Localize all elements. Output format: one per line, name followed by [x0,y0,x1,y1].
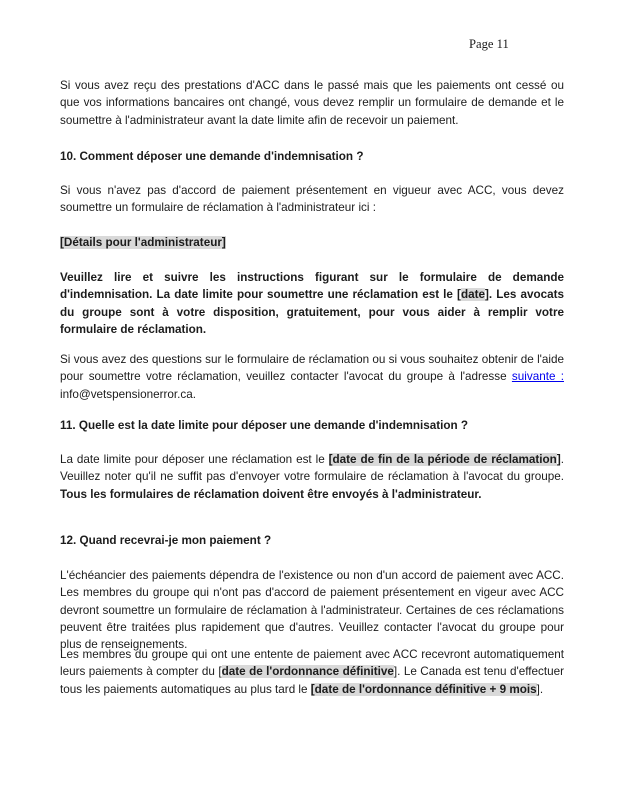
close-bracket: ] [556,453,561,466]
admin-details-placeholder-line [60,234,564,251]
payments-text-middle: . Le Canada est tenu d'effectuer tous les paiements automatiques au plus tard le [60,665,564,696]
final-order-plus-9-months-placeholder: [date de l'ordonnance définitive + 9 mois [310,682,537,696]
instructions-text-after: . Les avocats du groupe sont à votre disposition, gratuitement, pour vous aider à remplir votre formulaire de réclamation. [60,288,564,336]
final-order-date-placeholder: date de l'ordonnance définitive [221,665,394,679]
intro-paragraph: Si vous avez reçu des prestations d'ACC dans le passé mais que les paiements ont cessé ou que vos informations bancaires ont changé, vous devez remplir un formulaire de demande et le soumettre à l'administrateur avant la date limite afin de recevoir un paiement. [60,79,564,127]
contact-email-text: info@vetspensionerror.ca. [60,387,196,401]
deadline-text-middle: . Veuillez noter qu'il ne suffit pas d'envoyer votre formulaire de réclamation à l'avocat du groupe. [60,453,564,484]
close-bracket: ] [536,682,540,696]
close-bracket: ] [484,288,489,302]
date-placeholder: date [460,288,485,302]
question-10-heading: 10. Comment déposer une demande d'indemnisation ? [60,150,364,163]
deadline-paragraph [60,451,564,503]
automatic-payments-paragraph [60,646,564,698]
instructions-text-before: Veuillez lire et suivre les instructions figurant sur le formulaire de demande d'indemnisation. La date limite pour soumettre une réclamation est le [60,271,564,302]
claim-instructions-paragraph [60,269,564,338]
open-bracket: [ [218,665,222,679]
contact-text-before: Si vous avez des questions sur le formulaire de réclamation ou si vous souhaitez obtenir de l'aide pour soumettre votre réclamation, veuillez contacter l'avocat du groupe à l'adresse [60,353,564,384]
payments-text-before: Les membres du groupe qui ont une entente de paiement avec ACC recevront automatiquement leurs paiements à compter du [60,648,564,679]
claim-period-end-placeholder: [date de fin de la période de réclamation [328,453,557,466]
close-bracket: ] [393,665,398,679]
open-bracket: [ [457,288,461,302]
send-to-administrator-bold-text: Tous les formulaires de réclamation doivent être envoyés à l'administrateur. [60,487,482,501]
deadline-text-before: La date limite pour déposer une réclamation est le [60,453,329,466]
payment-schedule-paragraph: L'échéancier des paiements dépendra de l'existence ou non d'un accord de paiement avec ACC. Les membres du groupe qui n'ont pas d'accord de paiement présentement en vigeur avec ACC devront soumettre un formulaire de réclamation à l'administrateur. Certaines de ces réclamations peuvent être traitées plus rapidement que d'autres. Veuillez contacter l'avocat du groupe pour plus de renseignements. [60,569,564,652]
contact-paragraph [60,351,564,403]
sentence-period: . [539,682,544,696]
question-12-heading: 12. Quand recevrai-je mon paiement ? [60,534,272,547]
question-10-paragraph: Si vous n'avez pas d'accord de paiement présentement en vigueur avec ACC, vous devez soumettre un formulaire de réclamation à l'administrateur ici : [60,184,564,215]
page-number: Page 11 [469,37,509,51]
suivante-link[interactable]: suivante : [511,370,564,384]
admin-details-placeholder: [Détails pour l'administrateur] [60,236,226,249]
question-11-heading: 11. Quelle est la date limite pour déposer une demande d'indemnisation ? [60,419,469,432]
